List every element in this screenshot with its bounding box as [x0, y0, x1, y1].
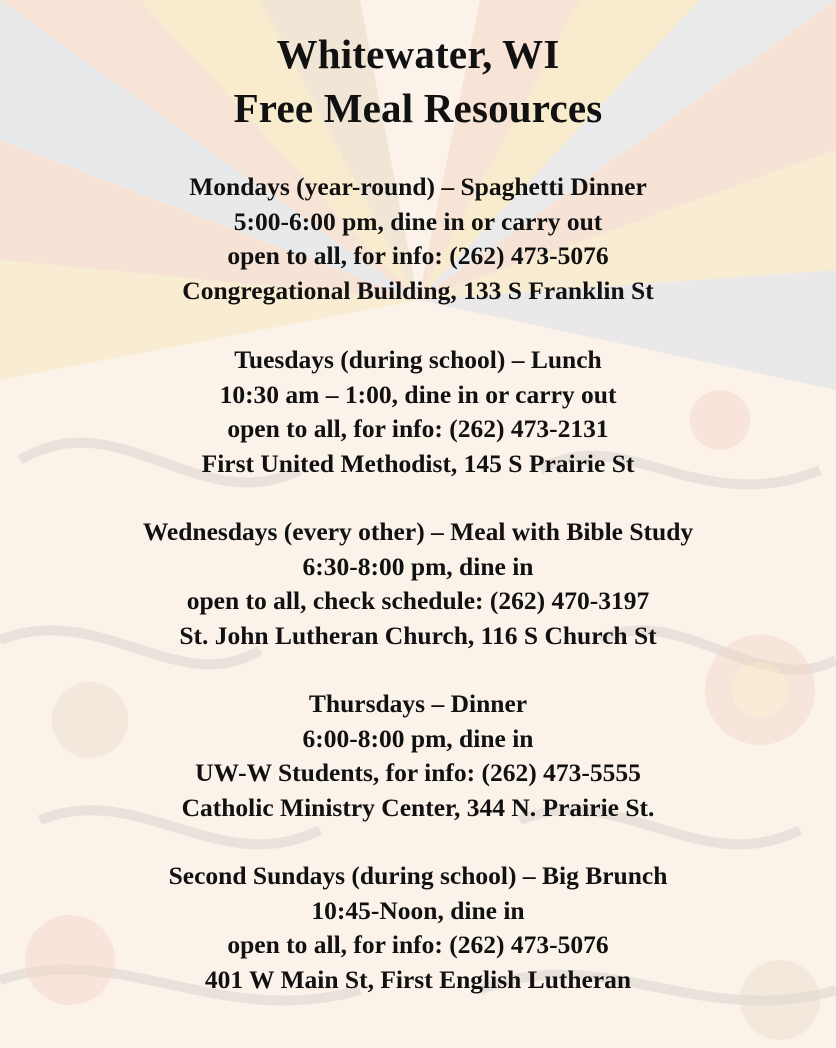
meal-heading: Second Sundays (during school) – Big Brunch [168, 861, 668, 890]
meal-entry-wednesday [0, 515, 836, 653]
meal-time: 6:00-8:00 pm, dine in [302, 723, 534, 753]
meal-location: Congregational Building, 133 S Franklin St [182, 275, 654, 305]
meal-location: First United Methodist, 145 S Prairie St [201, 448, 635, 478]
meal-heading: Thursdays – Dinner [308, 689, 528, 718]
meal-info: open to all, for info: (262) 473-5076 [227, 241, 609, 270]
meal-info: open to all, for info: (262) 473-5076 [227, 930, 609, 959]
meal-heading: Mondays (year-round) – Spaghetti Dinner [189, 172, 647, 201]
title-subject: Free Meal Resources [233, 85, 603, 131]
meal-info: open to all, for info: (262) 473-2131 [227, 414, 609, 443]
meal-location: St. John Lutheran Church, 116 S Church St [179, 620, 657, 650]
meal-entry-tuesday [0, 343, 836, 481]
meal-entry-monday [0, 170, 836, 308]
meal-time: 6:30-8:00 pm, dine in [302, 551, 534, 581]
meal-entry-thursday [0, 687, 836, 825]
meal-location: 401 W Main St, First English Lutheran [204, 964, 632, 994]
meal-info: open to all, check schedule: (262) 470-3197 [186, 586, 650, 615]
meal-time: 10:30 am – 1:00, dine in or carry out [219, 379, 617, 409]
title-city: Whitewater, WI [276, 31, 560, 77]
meal-location: Catholic Ministry Center, 344 N. Prairie St. [181, 792, 655, 822]
meal-heading: Wednesdays (every other) – Meal with Bible Study [142, 517, 694, 546]
meal-time: 10:45-Noon, dine in [311, 895, 525, 925]
meal-info: UW-W Students, for info: (262) 473-5555 [195, 758, 641, 787]
meal-heading: Tuesdays (during school) – Lunch [234, 345, 602, 374]
meal-entry-sunday [0, 859, 836, 997]
meal-time: 5:00-6:00 pm, dine in or carry out [233, 206, 603, 236]
